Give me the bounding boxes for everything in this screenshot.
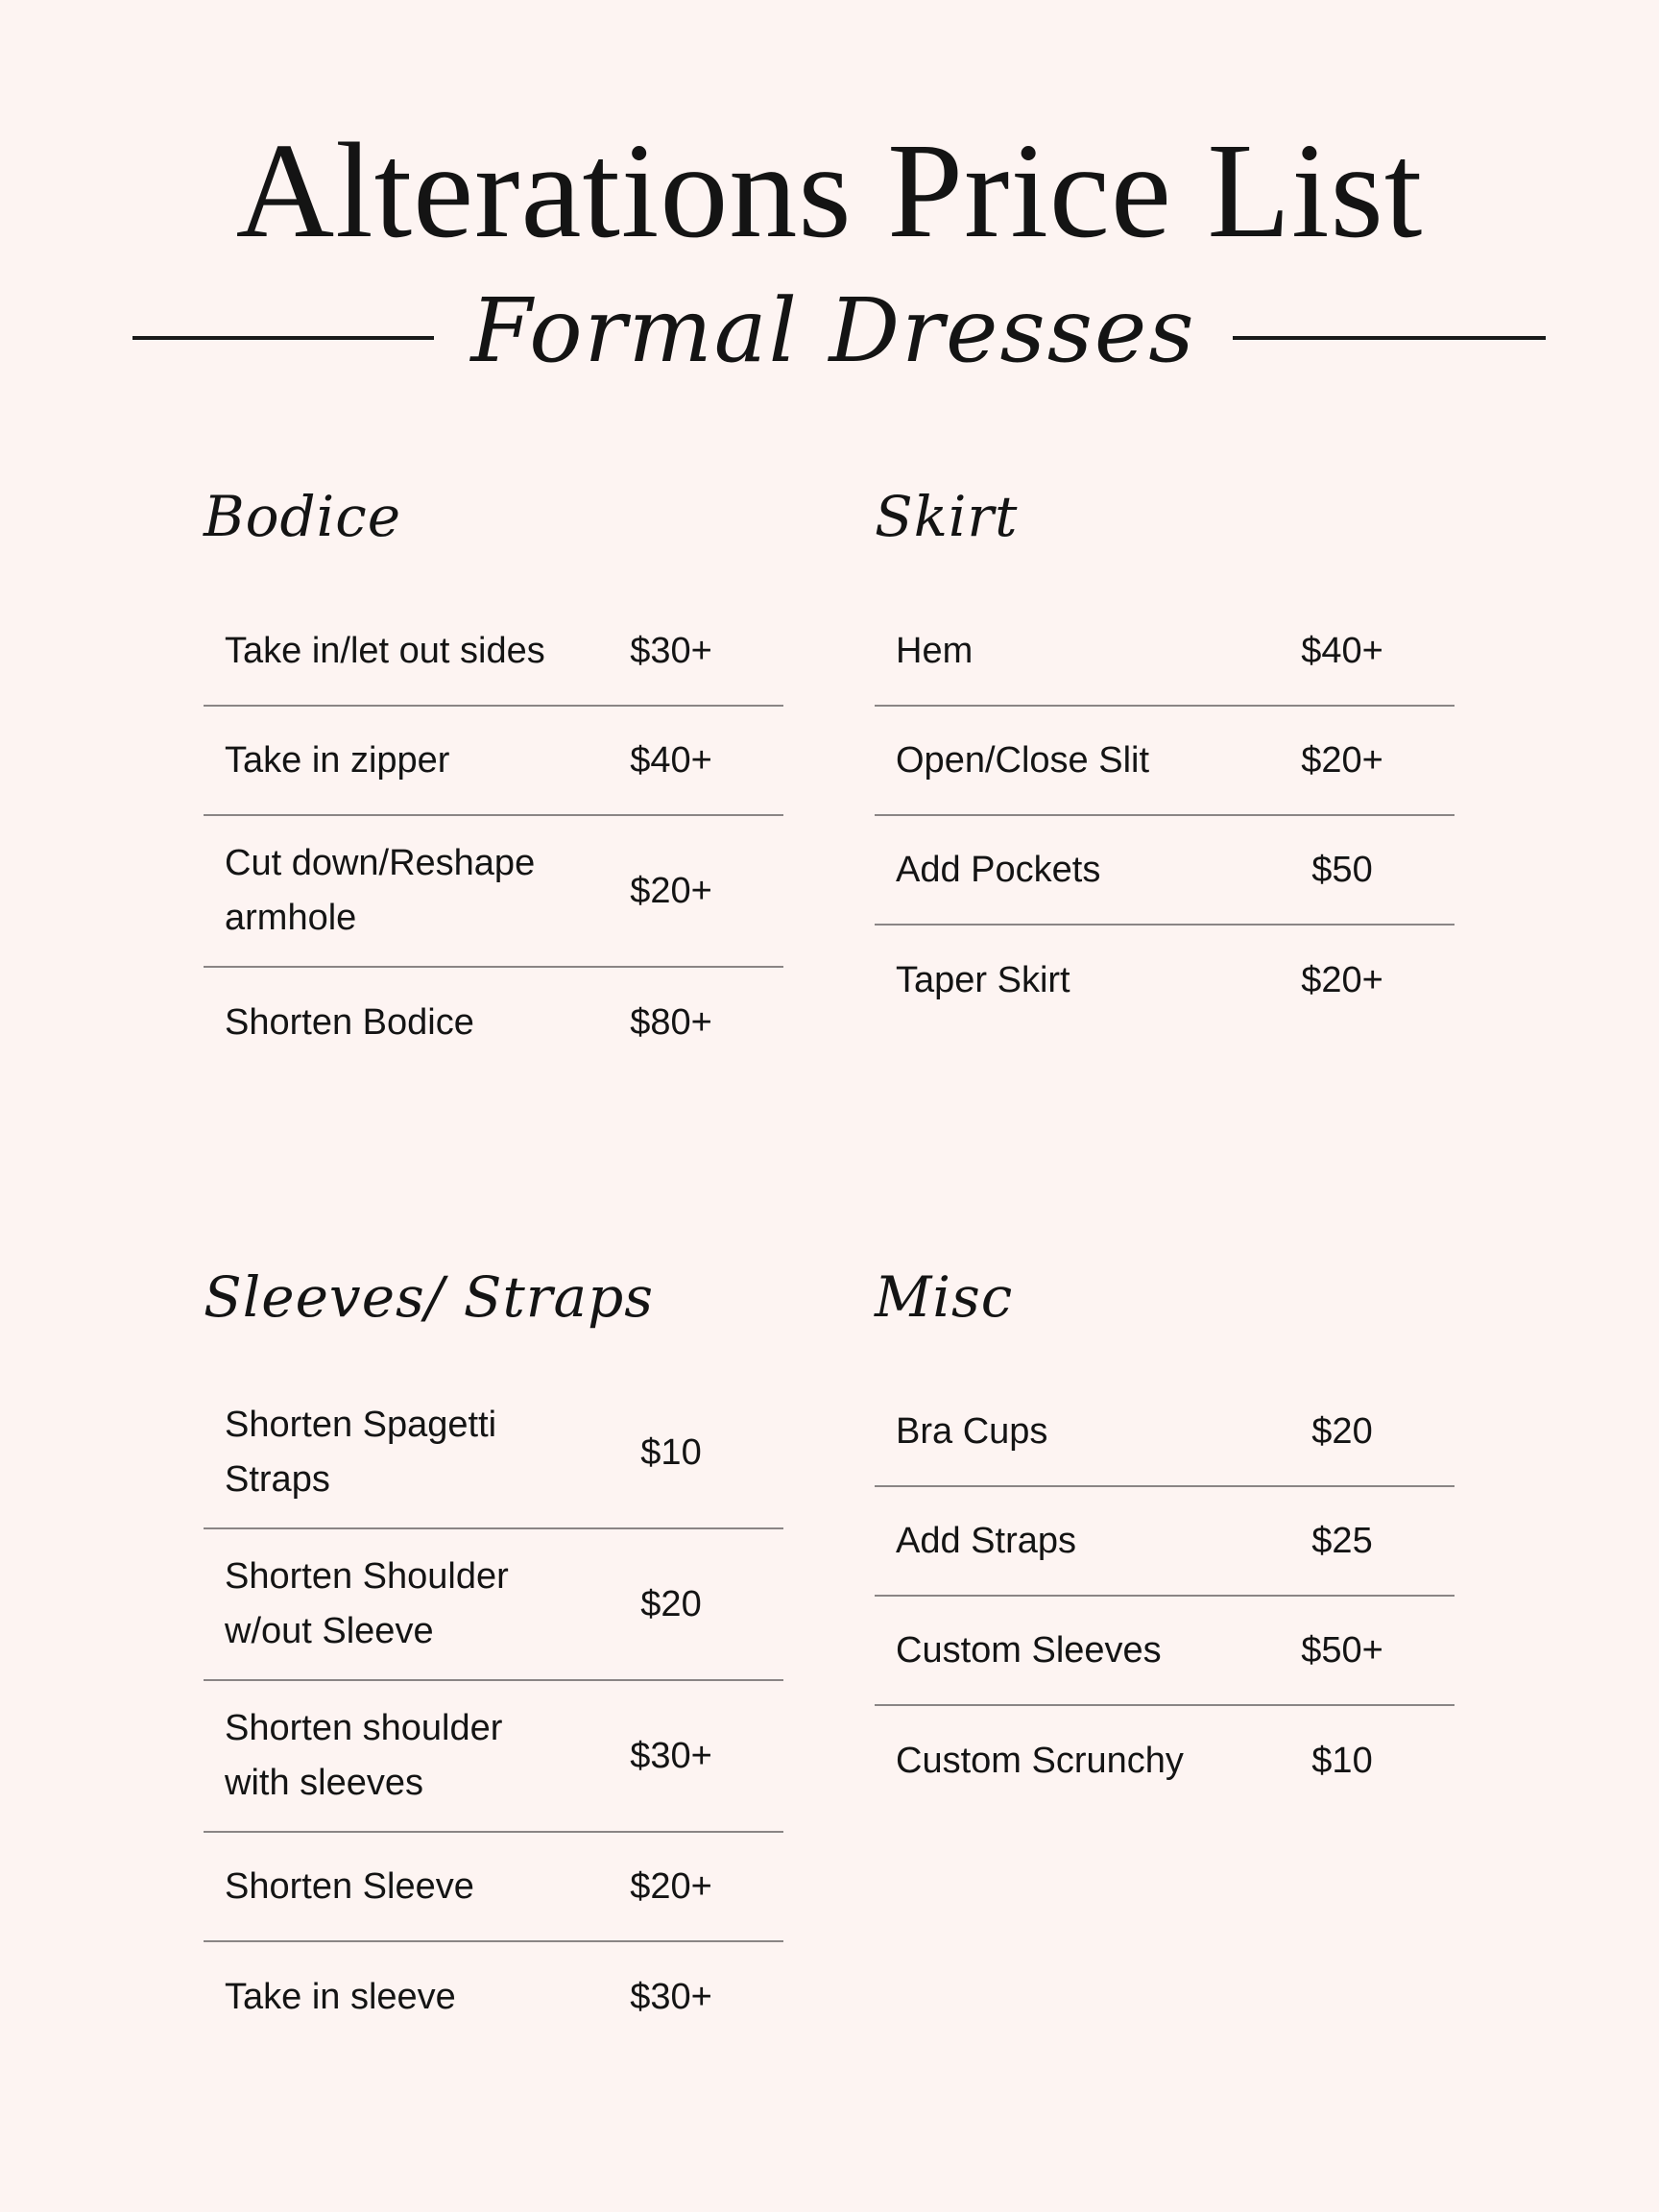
price-row	[875, 816, 1455, 926]
section-title-misc: Misc	[875, 1264, 1014, 1330]
price-row	[875, 1378, 1455, 1487]
item-price: $10	[1311, 1740, 1373, 1781]
price-row	[875, 597, 1455, 707]
item-name: Shorten Shoulder w/out Sleeve	[225, 1556, 509, 1651]
price-row	[875, 1487, 1455, 1597]
item-price: $20+	[630, 1865, 712, 1907]
item-price: $40+	[1301, 630, 1383, 671]
item-price: $50	[1311, 849, 1373, 890]
section-skirt	[875, 474, 1455, 1035]
item-name: Add Pockets	[896, 849, 1101, 890]
price-row	[204, 816, 783, 968]
item-name: Custom Scrunchy	[896, 1740, 1184, 1781]
item-price: $30+	[630, 1735, 712, 1776]
item-price: $20	[640, 1583, 702, 1624]
item-price: $10	[640, 1431, 702, 1473]
price-row	[875, 1597, 1455, 1706]
item-name: Bra Cups	[896, 1410, 1048, 1452]
item-name: Cut down/Reshape armhole	[225, 843, 536, 938]
item-name: Taper Skirt	[896, 959, 1070, 1000]
section-title-bodice: Bodice	[204, 484, 402, 549]
item-name: Shorten Spagetti Straps	[225, 1405, 497, 1500]
item-name: Custom Sleeves	[896, 1629, 1162, 1671]
price-row	[875, 1706, 1455, 1815]
page-title: Alterations Price List	[235, 114, 1424, 266]
item-price: $30+	[630, 630, 712, 671]
right-divider-line	[1233, 336, 1546, 340]
item-name: Shorten shoulder with sleeves	[225, 1708, 503, 1803]
item-name: Hem	[896, 630, 974, 671]
price-row	[204, 968, 783, 1077]
item-name: Open/Close Slit	[896, 739, 1150, 781]
item-price: $50+	[1301, 1629, 1383, 1671]
item-price: $20+	[1301, 739, 1383, 781]
left-divider-line	[132, 336, 434, 340]
item-name: Shorten Bodice	[225, 1001, 474, 1043]
price-row	[204, 597, 783, 707]
item-name: Shorten Sleeve	[225, 1865, 474, 1907]
item-price: $20	[1311, 1410, 1373, 1452]
price-row	[204, 1378, 783, 1529]
price-row	[875, 926, 1455, 1035]
section-title-skirt: Skirt	[875, 484, 1019, 549]
section-title-sleeves-straps: Sleeves/ Straps	[204, 1264, 655, 1330]
page-subtitle: Formal Dresses	[470, 279, 1196, 382]
price-row	[204, 1942, 783, 2052]
price-row	[204, 1529, 783, 1681]
item-name: Take in/let out sides	[225, 630, 545, 671]
section-misc	[875, 1255, 1455, 1815]
item-price: $80+	[630, 1001, 712, 1043]
section-bodice	[204, 474, 783, 1077]
item-name: Add Straps	[896, 1520, 1076, 1561]
item-price: $40+	[630, 739, 712, 781]
item-name: Take in sleeve	[225, 1976, 456, 2017]
subtitle-row	[0, 269, 1659, 403]
price-row	[875, 707, 1455, 816]
price-row	[204, 1833, 783, 1942]
price-row	[204, 1681, 783, 1833]
item-price: $20+	[1301, 959, 1383, 1000]
item-price: $25	[1311, 1520, 1373, 1561]
section-sleeves-straps	[204, 1255, 783, 2052]
price-row	[204, 707, 783, 816]
item-name: Take in zipper	[225, 739, 450, 781]
item-price: $30+	[630, 1976, 712, 2017]
item-price: $20+	[630, 870, 712, 911]
